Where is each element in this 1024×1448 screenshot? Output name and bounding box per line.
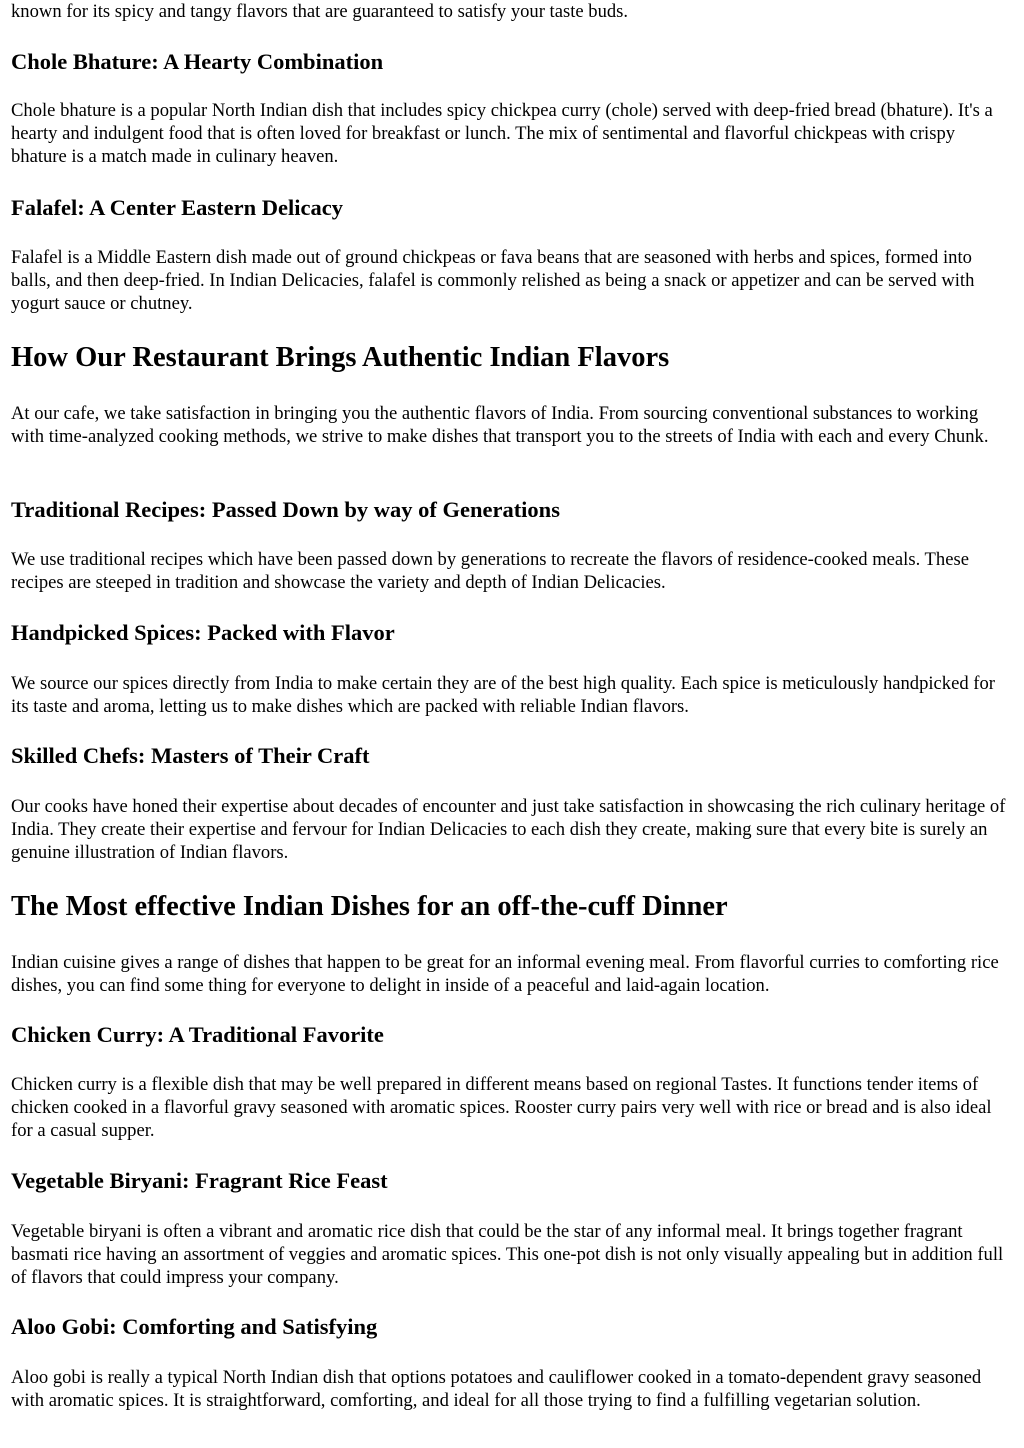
heading-chole-bhature: Chole Bhature: A Hearty Combination	[11, 49, 384, 74]
heading-vegetable-biryani: Vegetable Biryani: Fragrant Rice Feast	[11, 1168, 388, 1193]
paragraph-traditional-recipes: We use traditional recipes which have been passed down by generations to recreate the flavors of residence-cooked meals. These recipes are steeped in tradition and showcase the variety and depth of Indian Delicacies.	[11, 549, 969, 594]
paragraph-authentic-flavors: At our cafe, we take satisfaction in bringing you the authentic flavors of India. From sourcing conventional substances to working with time-analyzed cooking methods, we strive to make dishes that transport you to the streets of India with each and every Chunk.	[11, 403, 989, 448]
paragraph-chole-bhature: Chole bhature is a popular North Indian dish that includes spicy chickpea curry (chole) served with deep-fried bread (bhature). It's a hearty and indulgent food that is often loved for breakfast or lunch. The mix of sentimental and flavorful chickpeas with crispy bhature is a match made in culinary heaven.	[11, 100, 993, 168]
heading-chicken-curry: Chicken Curry: A Traditional Favorite	[11, 1022, 384, 1047]
intro-fragment: known for its spicy and tangy flavors that are guaranteed to satisfy your taste buds.	[11, 1, 629, 22]
paragraph-skilled-chefs: Our cooks have honed their expertise about decades of encounter and just take satisfaction in showcasing the rich culinary heritage of India. They create their expertise and fervour for Indian Delicacies to each dish they create, making sure that every bite is surely an genuine illustration of Indian flavors.	[11, 796, 1006, 864]
heading-falafel: Falafel: A Center Eastern Delicacy	[11, 195, 343, 220]
heading-skilled-chefs: Skilled Chefs: Masters of Their Craft	[11, 743, 370, 768]
paragraph-handpicked-spices: We source our spices directly from India to make certain they are of the best high quality. Each spice is meticulously handpicked for its taste and aroma, letting us to make dishes which are packed with reliable Indian flavors.	[11, 673, 995, 718]
heading-traditional-recipes: Traditional Recipes: Passed Down by way of Generations	[11, 497, 560, 522]
paragraph-falafel: Falafel is a Middle Eastern dish made out of ground chickpeas or fava beans that are seasoned with herbs and spices, formed into balls, and then deep-fried. In Indian Delicacies, falafel is commonly relished as being a snack or appetizer and can be served with yogurt sauce or chutney.	[11, 247, 975, 315]
section-title-authentic-flavors: How Our Restaurant Brings Authentic Indian Flavors	[11, 342, 670, 373]
paragraph-casual-dinner: Indian cuisine gives a range of dishes that happen to be great for an informal evening meal. From flavorful curries to comforting rice dishes, you can find some thing for everyone to delight in inside of a peaceful and laid-again location.	[11, 952, 999, 997]
paragraph-chicken-curry: Chicken curry is a flexible dish that may be well prepared in different means based on regional Tastes. It functions tender items of chicken cooked in a flavorful gravy seasoned with aromatic spices. Rooster curry pairs very well with rice or bread and is also ideal for a casual supper.	[11, 1074, 992, 1142]
heading-aloo-gobi: Aloo Gobi: Comforting and Satisfying	[11, 1314, 378, 1339]
paragraph-aloo-gobi: Aloo gobi is really a typical North Indian dish that options potatoes and cauliflower cooked in a tomato-dependent gravy seasoned with aromatic spices. It is straightforward, comforting, and ideal for all those trying to find a fulfilling vegetarian solution.	[11, 1367, 982, 1412]
section-title-casual-dinner: The Most effective Indian Dishes for an off-the-cuff Dinner	[11, 891, 728, 922]
heading-handpicked-spices: Handpicked Spices: Packed with Flavor	[11, 620, 395, 645]
paragraph-vegetable-biryani: Vegetable biryani is often a vibrant and aromatic rice dish that could be the star of any informal meal. It brings together fragrant basmati rice having an assortment of veggies and aromatic spices. This one-pot dish is not only visually appealing but in addition full of flavors that could impress your company.	[11, 1221, 1004, 1289]
article-body	[11, 0, 1013, 1412]
